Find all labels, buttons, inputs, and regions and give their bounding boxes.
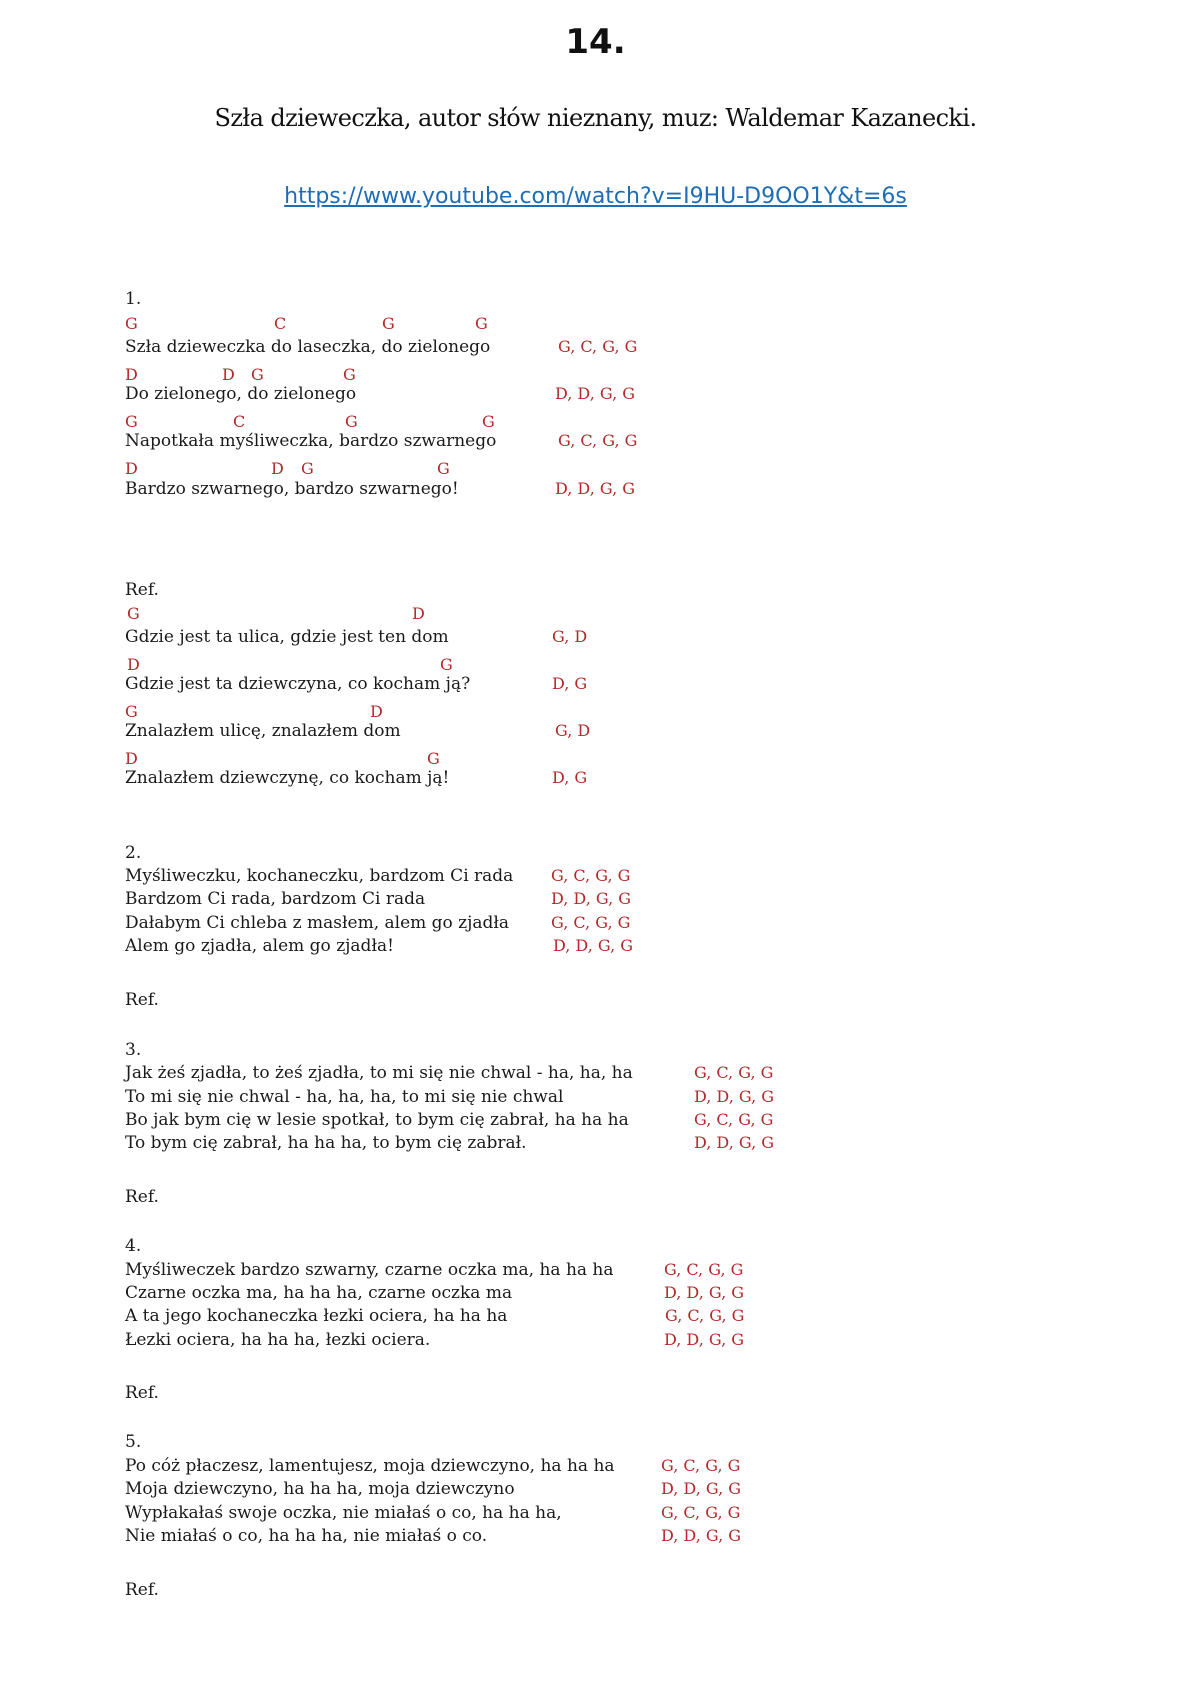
youtube-link[interactable]: https://www.youtube.com/watch?v=I9HU-D9OO1Y&t=6s <box>284 184 907 209</box>
lyric-line: A ta jego kochaneczka łezki ociera, ha ha ha <box>125 1306 508 1326</box>
chord-above: D <box>370 702 383 721</box>
lyric-line: Myśliweczku, kochaneczku, bardzom Ci rada <box>125 866 514 886</box>
chord-above: G <box>345 412 358 431</box>
chord-summary: G, D <box>552 627 588 646</box>
lyric-line: To mi się nie chwal - ha, ha, ha, to mi się nie chwal <box>125 1087 564 1107</box>
verse-2-label: 2. <box>125 843 142 863</box>
chord-summary: D, D, G, G <box>694 1133 775 1152</box>
chord-summary: G, D <box>555 721 591 740</box>
chord-summary: D, D, G, G <box>555 384 636 403</box>
verse-3-label: 3. <box>125 1040 142 1060</box>
lyric-line: Po cóż płaczesz, lamentujesz, moja dziewczyno, ha ha ha <box>125 1456 615 1476</box>
chord-summary: G, C, G, G <box>665 1306 745 1325</box>
chord-above: G <box>127 604 140 623</box>
chord-above: G <box>251 365 264 384</box>
verse-4-label: 4. <box>125 1236 142 1256</box>
chord-above: G <box>440 655 453 674</box>
chord-above: G <box>125 702 138 721</box>
lyric-line: Czarne oczka ma, ha ha ha, czarne oczka ma <box>125 1283 513 1303</box>
verse-1-label: 1. <box>125 289 142 309</box>
chord-summary: G, C, G, G <box>558 431 638 450</box>
chord-above: G <box>427 749 440 768</box>
chord-above: D <box>125 365 138 384</box>
page-number: 14. <box>565 22 626 62</box>
refrain-reference: Ref. <box>125 990 159 1010</box>
chord-summary: D, D, G, G <box>551 889 632 908</box>
lyric-line: Do zielonego, do zielonego <box>125 384 357 404</box>
chord-above: D <box>271 459 284 478</box>
chord-above: D <box>125 459 138 478</box>
lyric-line: Wypłakałaś swoje oczka, nie miałaś o co, ha ha ha, <box>125 1503 562 1523</box>
chord-above: D <box>127 655 140 674</box>
lyric-line: Alem go zjadła, alem go zjadła! <box>125 936 394 956</box>
chord-summary: G, C, G, G <box>558 337 638 356</box>
lyric-line: Gdzie jest ta dziewczyna, co kocham ją? <box>125 674 471 694</box>
chord-above: G <box>475 314 488 333</box>
lyric-line: Bardzo szwarnego, bardzo szwarnego! <box>125 479 459 499</box>
refrain-reference: Ref. <box>125 1580 159 1600</box>
lyric-line: To bym cię zabrał, ha ha ha, to bym cię zabrał. <box>125 1133 527 1153</box>
chord-summary: D, D, G, G <box>694 1087 775 1106</box>
lyric-line: Myśliweczek bardzo szwarny, czarne oczka ma, ha ha ha <box>125 1260 614 1280</box>
chord-above: G <box>382 314 395 333</box>
lyric-line: Moja dziewczyno, ha ha ha, moja dziewczyno <box>125 1479 515 1499</box>
chord-above: G <box>343 365 356 384</box>
chord-above: G <box>125 412 138 431</box>
song-title: Szła dzieweczka, autor słów nieznany, muz: Waldemar Kazanecki. <box>214 104 977 132</box>
lyric-line: Łezki ociera, ha ha ha, łezki ociera. <box>125 1330 431 1350</box>
lyric-line: Znalazłem dziewczynę, co kocham ją! <box>125 768 450 788</box>
lyric-line: Napotkała myśliweczka, bardzo szwarnego <box>125 431 497 451</box>
chord-above: D <box>222 365 235 384</box>
chord-summary: G, C, G, G <box>551 866 631 885</box>
lyric-line: Bo jak bym cię w lesie spotkał, to bym cię zabrał, ha ha ha <box>125 1110 629 1130</box>
lyric-line: Szła dzieweczka do laseczka, do zielonego <box>125 337 491 357</box>
chord-above: D <box>412 604 425 623</box>
chord-summary: D, D, G, G <box>555 479 636 498</box>
chord-summary: G, C, G, G <box>664 1260 744 1279</box>
lyric-line: Nie miałaś o co, ha ha ha, nie miałaś o co. <box>125 1526 488 1546</box>
chord-above: C <box>274 314 287 333</box>
chord-summary: D, D, G, G <box>661 1479 742 1498</box>
chord-above: C <box>233 412 246 431</box>
chord-above: G <box>125 314 138 333</box>
chord-summary: G, C, G, G <box>661 1503 741 1522</box>
chord-summary: G, C, G, G <box>551 913 631 932</box>
chord-above: G <box>482 412 495 431</box>
lyric-line: Dałabym Ci chleba z masłem, alem go zjadła <box>125 913 510 933</box>
chord-summary: D, D, G, G <box>664 1330 745 1349</box>
chord-above: G <box>437 459 450 478</box>
chord-summary: D, D, G, G <box>553 936 634 955</box>
refrain-reference: Ref. <box>125 1187 159 1207</box>
chord-summary: G, C, G, G <box>661 1456 741 1475</box>
chord-summary: G, C, G, G <box>694 1063 774 1082</box>
lyric-line: Bardzom Ci rada, bardzom Ci rada <box>125 889 426 909</box>
chord-summary: G, C, G, G <box>694 1110 774 1129</box>
verse-5-label: 5. <box>125 1432 142 1452</box>
lyric-line: Gdzie jest ta ulica, gdzie jest ten dom <box>125 627 449 647</box>
chord-summary: D, D, G, G <box>664 1283 745 1302</box>
lyric-line: Jak żeś zjadła, to żeś zjadła, to mi się nie chwal - ha, ha, ha <box>125 1063 633 1083</box>
refrain-label: Ref. <box>125 580 159 600</box>
chord-summary: D, D, G, G <box>661 1526 742 1545</box>
lyric-line: Znalazłem ulicę, znalazłem dom <box>125 721 401 741</box>
refrain-reference: Ref. <box>125 1383 159 1403</box>
chord-summary: D, G <box>552 768 588 787</box>
chord-above: D <box>125 749 138 768</box>
chord-summary: D, G <box>552 674 588 693</box>
chord-above: G <box>301 459 314 478</box>
